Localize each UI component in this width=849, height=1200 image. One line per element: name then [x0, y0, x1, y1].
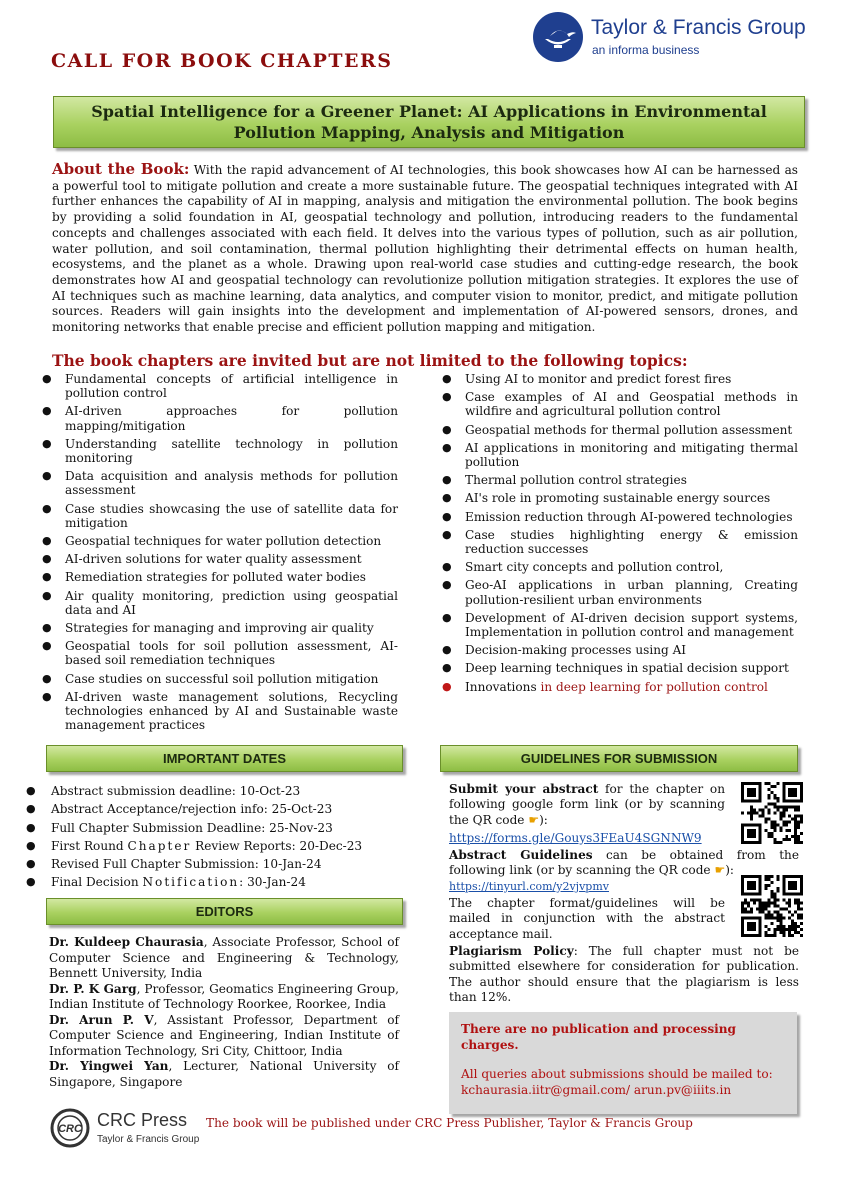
list-item: ● Case examples of AI and Geospatial methods in wildfire and agricultural pollution control [442, 390, 798, 419]
guidelines-header: GUIDELINES FOR SUBMISSION [440, 745, 798, 772]
bullet-icon: ● [442, 372, 452, 385]
list-item: ● AI-driven solutions for water quality assessment [42, 552, 362, 567]
crc-subtitle: Taylor & Francis Group [97, 1134, 200, 1145]
format-text: The chapter format/guidelines will be mailed in conjunction with the abstract acceptance mail. [449, 896, 725, 941]
list-item: ● Case studies highlighting energy & emission reduction successes [442, 527, 798, 557]
list-item: ● Case studies showcasing the use of satellite data for mitigation [42, 501, 398, 530]
footer-publisher-note: The book will be published under CRC Press Publisher, Taylor & Francis Group [206, 1116, 693, 1130]
bullet-icon: ● [442, 390, 452, 404]
list-item: ● Remediation strategies for polluted water bodies [42, 570, 366, 585]
topics-heading: The book chapters are invited but are not limited to the following topics: [52, 351, 688, 370]
bullet-icon: ● [442, 679, 452, 693]
about-text: With the rapid advancement of AI technologies, this book showcases how AI can be harnessed as a powerful tool to mitigate pollution and create a more sustainable future. The geospatial techniques integrated with AI further enhances the capability of AI in mapping, analysis and mitigation the environmental pollution. The book begins by providing a solid foundation in AI, geospatial technology and pollution, introducing readers to the fundamental concepts and challenges associated with each field. It delves into the various types of pollution, such as air pollution, water pollution, and soil contamination, thermal pollution highlighting their detrimental effects on human health, ecosystems, and the planet as a whole. Drawing upon real-world case studies and cutting-edge research, the book demonstrates how AI and geospatial technology can revolutionize pollution mitigation strategies. It explores the use of AI techniques such as machine learning, data analytics, and computer vision to monitor, predict, and mitigate pollution sources. Readers will gain insights into the development and implementation of AI-powered sensors, drones, and monitoring networks that enable precise and efficient pollution mapping and mitigation. [52, 163, 798, 335]
google-form-link[interactable]: https://forms.gle/Gouys3FEaU4SGNNW9 [449, 830, 702, 845]
bullet-icon: ● [42, 588, 52, 602]
bullet-icon: ● [42, 436, 52, 450]
list-item: ● Case studies on successful soil pollution mitigation [42, 671, 379, 686]
guidelines-link[interactable]: https://tinyurl.com/y2vjvpmv [449, 879, 609, 893]
submit-abstract-text: Submit your abstract for the chapter on following google form link (or by scanning the QR code ☛): [449, 782, 726, 827]
list-item: ● First Round Chapter Review Reports: 20-Dec-23 [26, 837, 406, 855]
bullet-icon: ● [42, 570, 52, 584]
list-item: ● Understanding satellite technology in pollution monitoring [42, 436, 398, 466]
bullet-icon: ● [26, 820, 36, 834]
svg-text:CRC: CRC [58, 1123, 82, 1135]
editor-entry: Dr. P. K Garg, Professor, Geomatics Engineering Group, Indian Institute of Technology Roorkee, Roorkee, India [49, 981, 399, 1011]
book-title-banner [53, 96, 805, 148]
plagiarism-policy: Plagiarism Policy: The full chapter must not be submitted elsewhere for consideration for publication. The author should ensure that the plagiarism is less than 12%. [449, 943, 799, 1004]
bullet-icon: ● [442, 473, 452, 487]
bullet-icon: ● [442, 643, 452, 657]
about-section [52, 162, 798, 336]
bullet-icon: ● [42, 639, 52, 653]
abstract-guidelines-text: Abstract Guidelines can be obtained from the following link (or by scanning the QR code ☛): [449, 848, 800, 878]
bullet-icon: ● [42, 501, 52, 515]
list-item: ● AI-driven waste management solutions, Recycling technologies enhanced by AI and Sustainable waste management practices [42, 689, 398, 733]
important-dates-header: IMPORTANT DATES [46, 745, 403, 772]
list-item: ● Abstract Acceptance/rejection info: 25-Oct-23 [26, 800, 406, 818]
bullet-icon: ● [42, 534, 52, 548]
list-item: ● Emission reduction through AI-powered technologies [442, 509, 793, 524]
list-item: ● Air quality monitoring, prediction using geospatial data and AI [42, 588, 398, 617]
bullet-icon: ● [42, 404, 52, 418]
topics-list-right [438, 372, 798, 698]
bullet-icon: ● [42, 671, 52, 685]
editor-entry: Dr. Arun P. V, Assistant Professor, Department of Computer Science and Engineering, Indian Institute of Information Technology, Sri City, Chittoor, India [49, 1012, 399, 1058]
list-item: ● Using AI to monitor and predict forest fires [442, 372, 732, 386]
list-item: ● Development of AI-driven decision support systems, Implementation in pollution control and management [442, 610, 798, 640]
bullet-icon: ● [442, 661, 452, 675]
no-charges-notice: There are no publication and processing charges. [461, 1022, 736, 1052]
bullet-icon: ● [442, 440, 452, 454]
editor-entry: Dr. Yingwei Yan, Lecturer, National University of Singapore, Singapore [49, 1059, 399, 1089]
list-item: ● Thermal pollution control strategies [442, 473, 687, 488]
bullet-icon: ● [442, 560, 452, 574]
list-item: ● Strategies for managing and improving air quality [42, 621, 374, 636]
lamp-icon [533, 12, 583, 62]
bullet-icon: ● [442, 422, 452, 436]
list-item: ● AI applications in monitoring and mitigating thermal pollution [442, 440, 798, 470]
bullet-icon: ● [26, 784, 36, 797]
notice-box [449, 1012, 797, 1114]
pointing-hand-icon: ☛ [528, 812, 540, 827]
crc-name: CRC Press [97, 1110, 188, 1130]
dates-list [26, 782, 406, 892]
queries-contact: All queries about submissions should be mailed to: kchaurasia.iitr@gmail.com/ arun.pv@iiits.in [461, 1067, 773, 1097]
list-item: ● Final Decision Notification: 30-Jan-24 [26, 873, 406, 891]
list-item: ● Geospatial methods for thermal pollution assessment [442, 422, 793, 437]
bullet-icon: ● [42, 689, 52, 703]
bullet-icon: ● [26, 875, 36, 889]
bullet-icon: ● [42, 469, 52, 483]
list-item: ● Fundamental concepts of artificial intelligence in pollution control [42, 372, 398, 401]
publisher-name: Taylor & Francis Group [591, 16, 806, 39]
topics-list-left [38, 372, 398, 736]
list-item: ● Full Chapter Submission Deadline: 25-Nov-23 [26, 819, 406, 837]
list-item: ● AI-driven approaches for pollution mapping/mitigation [42, 404, 398, 433]
book-title: Spatial Intelligence for a Greener Planet: AI Applications in Environmental Pollution Mapping, Analysis and Mitigation [91, 102, 767, 142]
list-item: ● Geospatial tools for soil pollution assessment, AI-based soil remediation techniques [42, 639, 398, 668]
qr-code-guidelines[interactable] [741, 875, 803, 937]
bullet-icon: ● [442, 491, 452, 505]
bullet-icon: ● [26, 838, 36, 852]
page-title: CALL FOR BOOK CHAPTERS [51, 50, 393, 72]
list-item: ● Decision-making processes using AI [442, 643, 687, 658]
taylor-francis-logo [533, 12, 833, 68]
list-item: ● Geo-AI applications in urban planning, Creating pollution-resilient urban environments [442, 578, 798, 607]
crc-emblem-icon [50, 1108, 90, 1148]
qr-code-form[interactable] [741, 782, 803, 844]
bullet-icon: ● [442, 527, 452, 541]
editors-header: EDITORS [46, 898, 403, 925]
publisher-tagline: an informa business [592, 43, 700, 57]
bullet-icon: ● [442, 578, 452, 592]
bullet-icon: ● [42, 372, 52, 385]
list-item: ● Revised Full Chapter Submission: 10-Jan-24 [26, 855, 406, 873]
bullet-icon: ● [442, 509, 452, 523]
list-item: ● AI's role in promoting sustainable energy sources [442, 491, 771, 506]
list-item: ● Data acquisition and analysis methods for pollution assessment [42, 469, 398, 498]
list-item: ● Geospatial techniques for water pollution detection [42, 534, 382, 549]
list-item: ● Smart city concepts and pollution control, [442, 560, 724, 575]
pointing-hand-icon: ☛ [714, 863, 726, 878]
list-item: ● Deep learning techniques in spatial decision support [442, 661, 789, 676]
bullet-icon: ● [26, 857, 36, 871]
about-label: About the Book: [52, 160, 190, 178]
bullet-icon: ● [26, 802, 36, 816]
bullet-icon: ● [442, 610, 452, 624]
editor-entry: Dr. Kuldeep Chaurasia, Associate Professor, School of Computer Science and Engineering & Technology, Bennett University, India [49, 935, 399, 980]
bullet-icon: ● [42, 621, 52, 635]
crc-press-logo [50, 1108, 210, 1154]
bullet-icon: ● [42, 552, 52, 566]
editors-list [49, 935, 399, 1090]
list-item: ● Innovations in deep learning for pollution control [442, 679, 768, 694]
list-item: ● Abstract submission deadline: 10-Oct-23 [26, 782, 406, 800]
